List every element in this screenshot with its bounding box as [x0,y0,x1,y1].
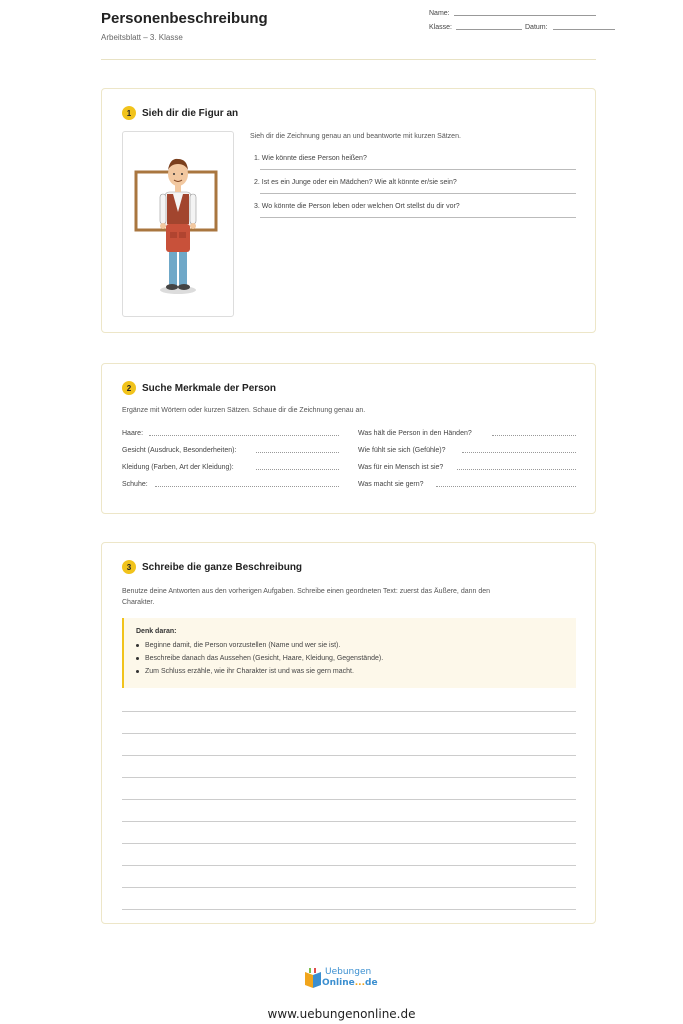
field-line-shoes[interactable] [155,486,339,487]
section-2-instructions: Ergänze mit Wörtern oder kurzen Sätzen. Schaue dir die Zeichnung genau an. [122,407,366,414]
page-title: Personenbeschreibung [101,10,268,27]
logo-text-top: Uebungen [325,967,372,977]
answer-line-3[interactable] [260,217,576,218]
header-divider [101,59,596,60]
field-label-clothing: Kleidung (Farben, Art der Kleidung): [122,464,234,471]
field-line-face[interactable] [256,452,339,453]
writing-line[interactable] [122,865,576,866]
logo-suffix: de [365,978,378,988]
person-illustration [123,132,235,318]
field-label-shoes: Schuhe: [122,481,148,488]
worksheet-header [101,10,596,60]
site-logo[interactable] [303,966,383,992]
reminder-title: Denk daran: [136,628,177,635]
answer-line-1[interactable] [260,169,576,170]
field-line-clothing[interactable] [256,469,339,470]
section-title: Sieh dir die Figur an [142,107,239,119]
field-label-hobbies: Was macht sie gern? [358,481,424,488]
field-line-character[interactable] [457,469,576,470]
writing-line[interactable] [122,733,576,734]
field-label-character: Was für ein Mensch ist sie? [358,464,444,471]
reminder-box [122,618,576,688]
bullet-icon [136,670,139,673]
class-label: Klasse: [429,24,452,31]
writing-line[interactable] [122,755,576,756]
date-input-line[interactable] [553,29,615,30]
reminder-text: Beschreibe danach das Aussehen (Gesicht, Haare, Kleidung, Gegenstände). [145,655,384,662]
field-label-feelings: Wie fühlt sie sich (Gefühle)? [358,447,446,454]
page-subtitle: Arbeitsblatt – 3. Klasse [101,33,183,42]
class-input-line[interactable] [456,29,522,30]
bullet-icon [136,644,139,647]
section-1-heading [122,106,238,120]
field-line-hair[interactable] [149,435,339,436]
logo-dots: ... [354,978,366,988]
writing-line[interactable] [122,909,576,910]
reminder-item [136,668,354,675]
section-title: Suche Merkmale der Person [142,382,276,394]
reminder-item [136,642,340,649]
date-label: Datum: [525,24,548,31]
section-look-at-figure [101,88,596,333]
section-write-description [101,542,596,924]
section-number-badge: 2 [122,381,136,395]
reminder-text: Zum Schluss erzähle, wie ihr Charakter ist und was sie gern macht. [145,668,354,675]
section-3-heading [122,560,302,574]
section-3-instructions-line-1: Benutze deine Antworten aus den vorherigen Aufgaben. Schreibe einen geordneten Text: zuerst das Äußere, dann den [122,588,491,595]
field-line-holding[interactable] [492,435,576,436]
writing-line[interactable] [122,799,576,800]
book-icon [303,968,323,990]
section-number-badge: 3 [122,560,136,574]
field-line-hobbies[interactable] [436,486,576,487]
name-label: Name: [429,10,450,17]
section-title: Schreibe die ganze Beschreibung [142,561,303,573]
footer-url[interactable]: www.uebungenonline.de [267,1007,416,1021]
answer-line-2[interactable] [260,193,576,194]
field-label-holding: Was hält die Person in den Händen? [358,430,472,437]
writing-line[interactable] [122,843,576,844]
section-number-badge: 1 [122,106,136,120]
student-info [429,10,619,38]
figure-illustration-frame [122,131,234,317]
question-2: 2. Ist es ein Junge oder ein Mädchen? Wie alt könnte er/sie sein? [254,179,457,186]
question-3: 3. Wo könnte die Person leben oder welchen Ort stellst du dir vor? [254,203,460,210]
writing-line[interactable] [122,887,576,888]
bullet-icon [136,657,139,660]
field-line-feelings[interactable] [462,452,576,453]
writing-line[interactable] [122,821,576,822]
logo-word: Online [322,978,355,988]
writing-line[interactable] [122,711,576,712]
reminder-text: Beginne damit, die Person vorzustellen (Name und wer sie ist). [145,642,341,649]
field-label-hair: Haare: [122,430,144,437]
section-1-instructions: Sieh dir die Zeichnung genau an und beantworte mit kurzen Sätzen. [250,133,461,140]
question-1: 1. Wie könnte diese Person heißen? [254,155,367,162]
section-find-features [101,363,596,514]
section-3-instructions-line-2: Charakter. [122,599,155,606]
reminder-item [136,655,383,662]
section-2-heading [122,381,276,395]
field-label-face: Gesicht (Ausdruck, Besonderheiten): [122,447,237,454]
logo-text-bottom [322,978,378,988]
writing-line[interactable] [122,777,576,778]
name-input-line[interactable] [454,15,596,16]
